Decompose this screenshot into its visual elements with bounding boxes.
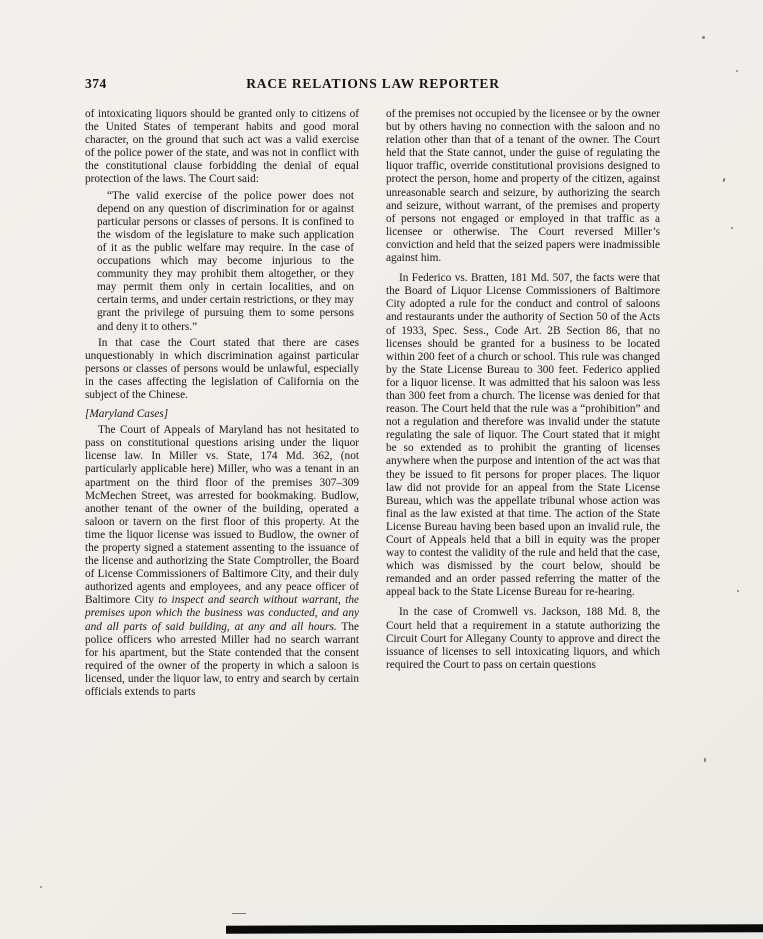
scan-artifact-line xyxy=(232,913,246,914)
text-columns xyxy=(85,108,661,699)
scan-speck xyxy=(731,227,733,229)
scan-speck xyxy=(704,758,706,762)
scan-speck xyxy=(702,36,705,39)
page-header xyxy=(85,76,661,94)
blockquote-court-quote: “The valid exercise of the police power does not depend on any question of discrimination for or against particular persons or classes of persons. It is confined to the wisdom of the legislature to make such application of it as the public welfare may require. In the case of occupations which may become injurious to the community they may prohibit them altogether, or they may permit them only in certain localities, and on certain terms, and under certain restrictions, or they may grant the privilege of pursuing them to some persons and deny it to others.” xyxy=(97,189,354,333)
scan-speck xyxy=(737,590,739,592)
text-run: The Court of Appeals of Maryland has not hesitated to pass on constitutional questions arising under the liquor license law. In Miller vs. State, 174 Md. 362, (not particularly applicable here) Miller, who was a tenant in an apartment on the third floor of the premises 307–309 McMechen Street, was arrested for bookmaking. Budlow, another tenant of the owner of the building, operated a saloon or tavern on the first floor of this property. At the time the liquor license was issued to Budlow, the owner of the property signed a statement assenting to the issuance of the license and authorizing the State Comptroller, the Board of License Commissioners of Baltimore City, and their duly authorized agents and employees, and any peace officer of Baltimore City xyxy=(85,424,359,607)
page-title: RACE RELATIONS LAW REPORTER xyxy=(246,76,500,91)
paragraph-continuation: of the premises not occupied by the licensee or by the owner but by others having no connection with the saloon and no relation other than that of a tenant of the owner. The Court held that the State cannot, under the guise of regulating the liquor traffic, override constitutional provisions designed to protect the person, home and property of the citizen, against unreasonable search and seizure, by authorizing the search and seizure, without warrant, of the premises and property of persons not engaged or employed in that traffic as a licensee or otherwise. The Court reversed Miller’s conviction and held that the seized papers were inadmissible against him. xyxy=(386,108,660,265)
italic-text-run: to inspect and search without warrant, the premises upon which the business was conducted, and any and all parts of said building, at any and all hours. xyxy=(85,594,359,633)
scan-speck xyxy=(40,886,42,888)
paragraph-cromwell: In the case of Cromwell vs. Jackson, 188 Md. 8, the Court held that a requirement in a statute authorizing the Circuit Court for Allegany County to approve and direct the issuance of licenses to sell intoxicating liquors, and which required the Court to pass on certain questions xyxy=(386,606,660,671)
paragraph-maryland xyxy=(85,424,359,699)
scan-speck xyxy=(736,70,738,72)
section-heading-maryland-cases: [Maryland Cases] xyxy=(85,408,169,421)
text-run: The police officers who arrested Miller had no search warrant for his apartment, but the State contended that the consent required of the owner of the property in which a saloon is licensed, under the liquor law, to entry and search by certain officials extends to parts xyxy=(85,620,359,699)
paragraph-in-that-case: In that case the Court stated that there are cases unquestionably in which discrimination against particular persons or classes of persons would be unlawful, especially in the cases affecting the legislation of California on the subject of the Chinese. xyxy=(85,336,359,401)
page-number: 374 xyxy=(85,76,107,91)
scan-speck xyxy=(723,178,726,182)
paragraph-federico: In Federico vs. Bratten, 181 Md. 507, the facts were that the Board of Liquor License Commissioners of Baltimore City adopted a rule for the conduct and control of saloons and restaurants under the authority of Section 50 of the Acts of 1933, Spec. Sess., Code Art. 2B Section 86, that no licenses should be granted for a business to be located within 200 feet of a church or school. This rule was changed by the State License Bureau to 300 feet. Federico applied for a liquor license. It was admitted that his saloon was less than 300 feet from a church. The license was denied for that reason. The Court held that the rule was a “prohibition” and not a regulation and therefore was invalid under the statute regulating the sale of liquor. The Court stated that it might be so extended as to prohibit the granting of licenses anywhere when the purpose and intention of the act was that they be issued to fit persons for proper places. The liquor law did not provide for an appeal from the State License Bureau, which was the appellate tribunal whose action was final as the law existed at that time. The action of the State License Bureau having been based upon an invalid rule, the Court of Appeals held that a bill in equity was the proper way to contest the validity of the rule and held that the case, which was dismissed by the court below, should be remanded and an order passed referring the matter of the appeal back to the State License Bureau for re-hearing. xyxy=(386,272,660,599)
scan-artifact-bar xyxy=(226,924,763,933)
paragraph-intro: of intoxicating liquors should be granted only to citizens of the United States of temperant habits and good moral character, on the ground that such act was a valid exercise of the police power of the state, and was not in conflict with the constitutional clause forbidding the denial of equal protection of the laws. The Court said: xyxy=(85,108,359,186)
left-column xyxy=(85,108,359,699)
right-column xyxy=(386,108,660,699)
